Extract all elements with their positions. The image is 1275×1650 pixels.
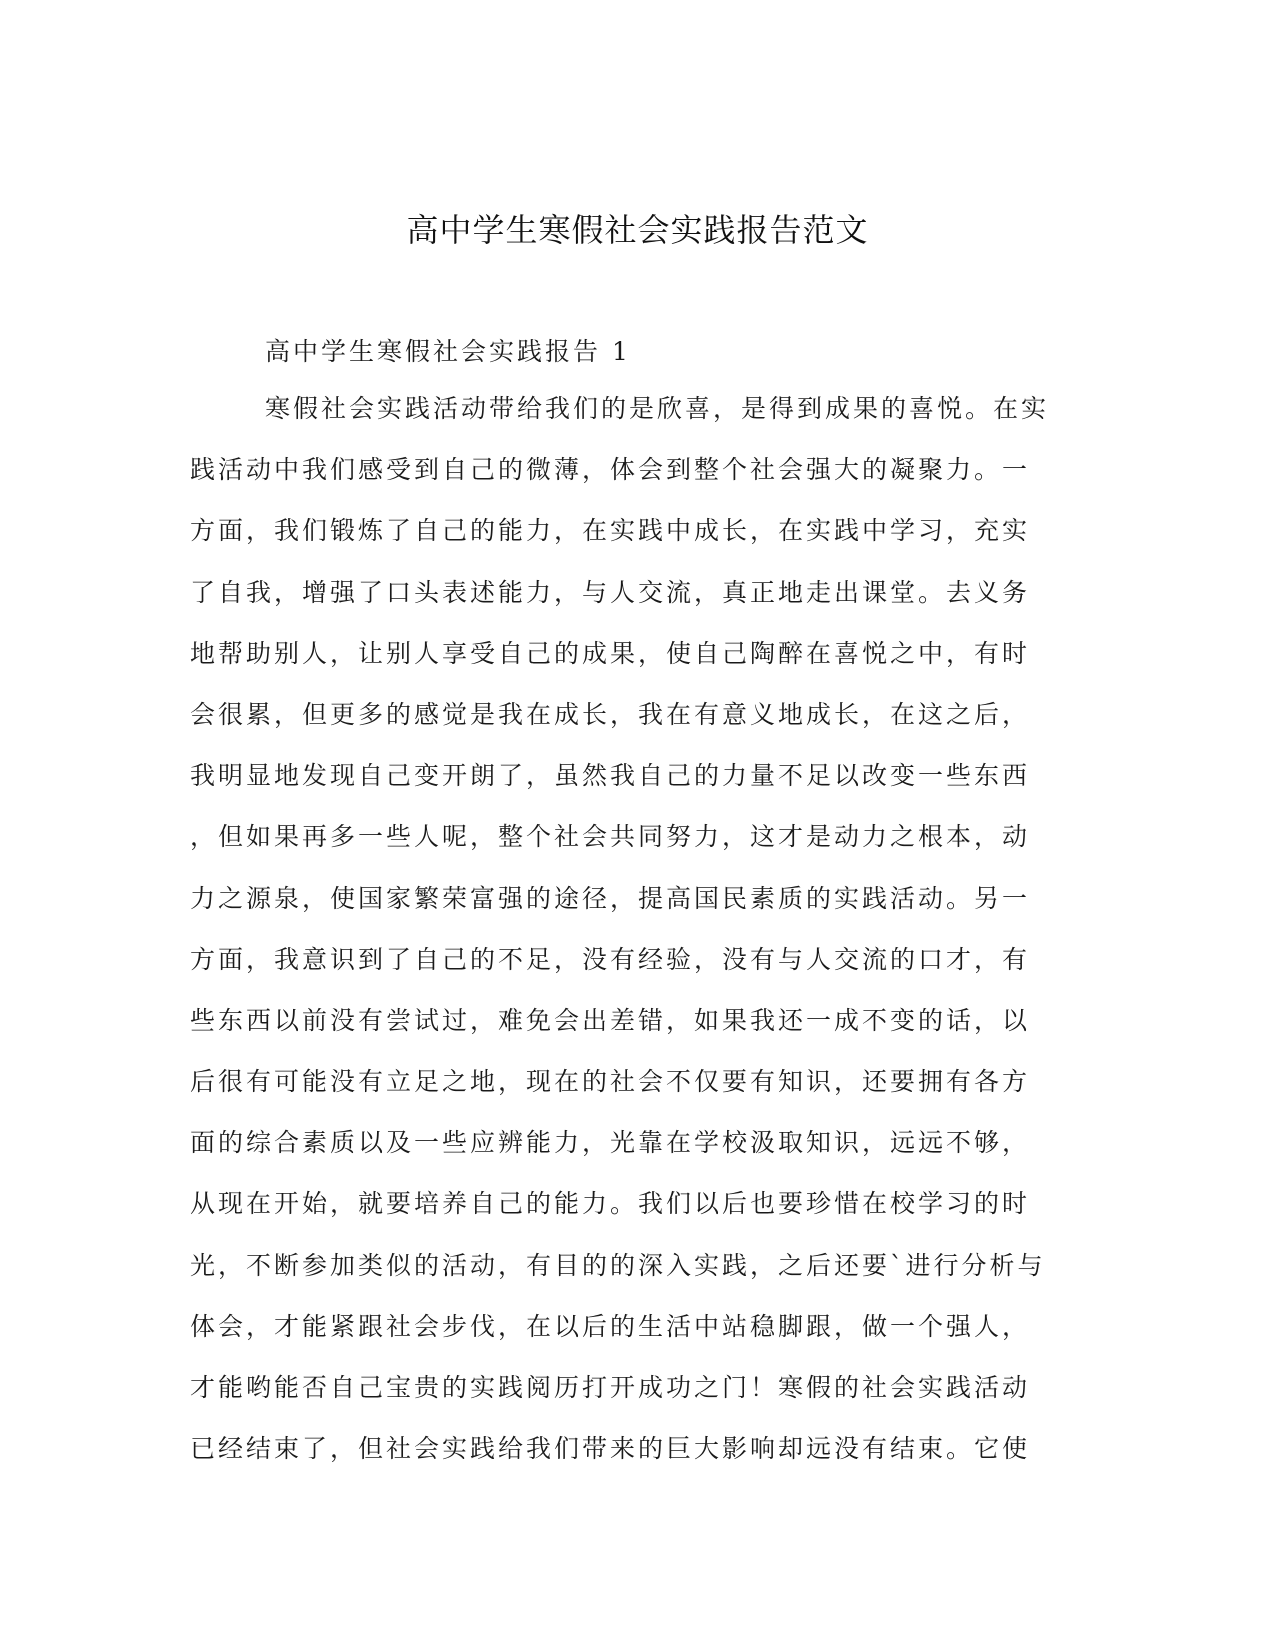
body-line: 从现在开始，就要培养自己的能力。我们以后也要珍惜在校学习的时 (190, 1189, 1031, 1219)
body-text (190, 389, 1070, 1490)
body-line: 力之源泉，使国家繁荣富强的途径，提高国民素质的实践活动。另一 (190, 883, 1031, 913)
body-line: 我明显地发现自己变开朗了，虽然我自己的力量不足以改变一些东西 (190, 761, 1031, 791)
document-title: 高中学生寒假社会实践报告范文 (406, 211, 869, 249)
body-line: 光，不断参加类似的活动，有目的的深入实践，之后还要`进行分析与 (190, 1250, 1046, 1280)
body-line: 寒假社会实践活动带给我们的是欣喜，是得到成果的喜悦。在实 (265, 394, 1050, 423)
body-line: 了自我，增强了口头表述能力，与人交流，真正地走出课堂。去义务 (190, 577, 1031, 607)
body-line: 会很累，但更多的感觉是我在成长，我在有意义地成长，在这之后， (190, 699, 1031, 729)
body-line: ，但如果再多一些人呢，整个社会共同努力，这才是动力之根本，动 (190, 822, 1031, 852)
body-line: 地帮助别人，让别人享受自己的成果，使自己陶醉在喜悦之中，有时 (190, 638, 1031, 668)
body-line: 才能哟能否自己宝贵的实践阅历打开成功之门！寒假的社会实践活动 (190, 1373, 1031, 1402)
body-line: 方面，我意识到了自己的不足，没有经验，没有与人交流的口才，有 (190, 944, 1031, 974)
body-line: 践活动中我们感受到自己的微薄，体会到整个社会强大的凝聚力。一 (190, 455, 1031, 485)
body-line: 后很有可能没有立足之地，现在的社会不仅要有知识，还要拥有各方 (190, 1067, 1031, 1097)
body-line: 面的综合素质以及一些应辨能力，光靠在学校汲取知识，远远不够， (190, 1128, 1031, 1158)
section-heading: 高中学生寒假社会实践报告 1 (265, 337, 631, 366)
body-line: 方面，我们锻炼了自己的能力，在实践中成长，在实践中学习，充实 (190, 516, 1031, 546)
body-line: 体会，才能紧跟社会步伐，在以后的生活中站稳脚跟，做一个强人， (190, 1311, 1031, 1341)
body-line: 些东西以前没有尝试过，难免会出差错，如果我还一成不变的话，以 (190, 1005, 1031, 1035)
body-line: 已经结束了，但社会实践给我们带来的巨大影响却远没有结束。它使 (190, 1434, 1031, 1464)
